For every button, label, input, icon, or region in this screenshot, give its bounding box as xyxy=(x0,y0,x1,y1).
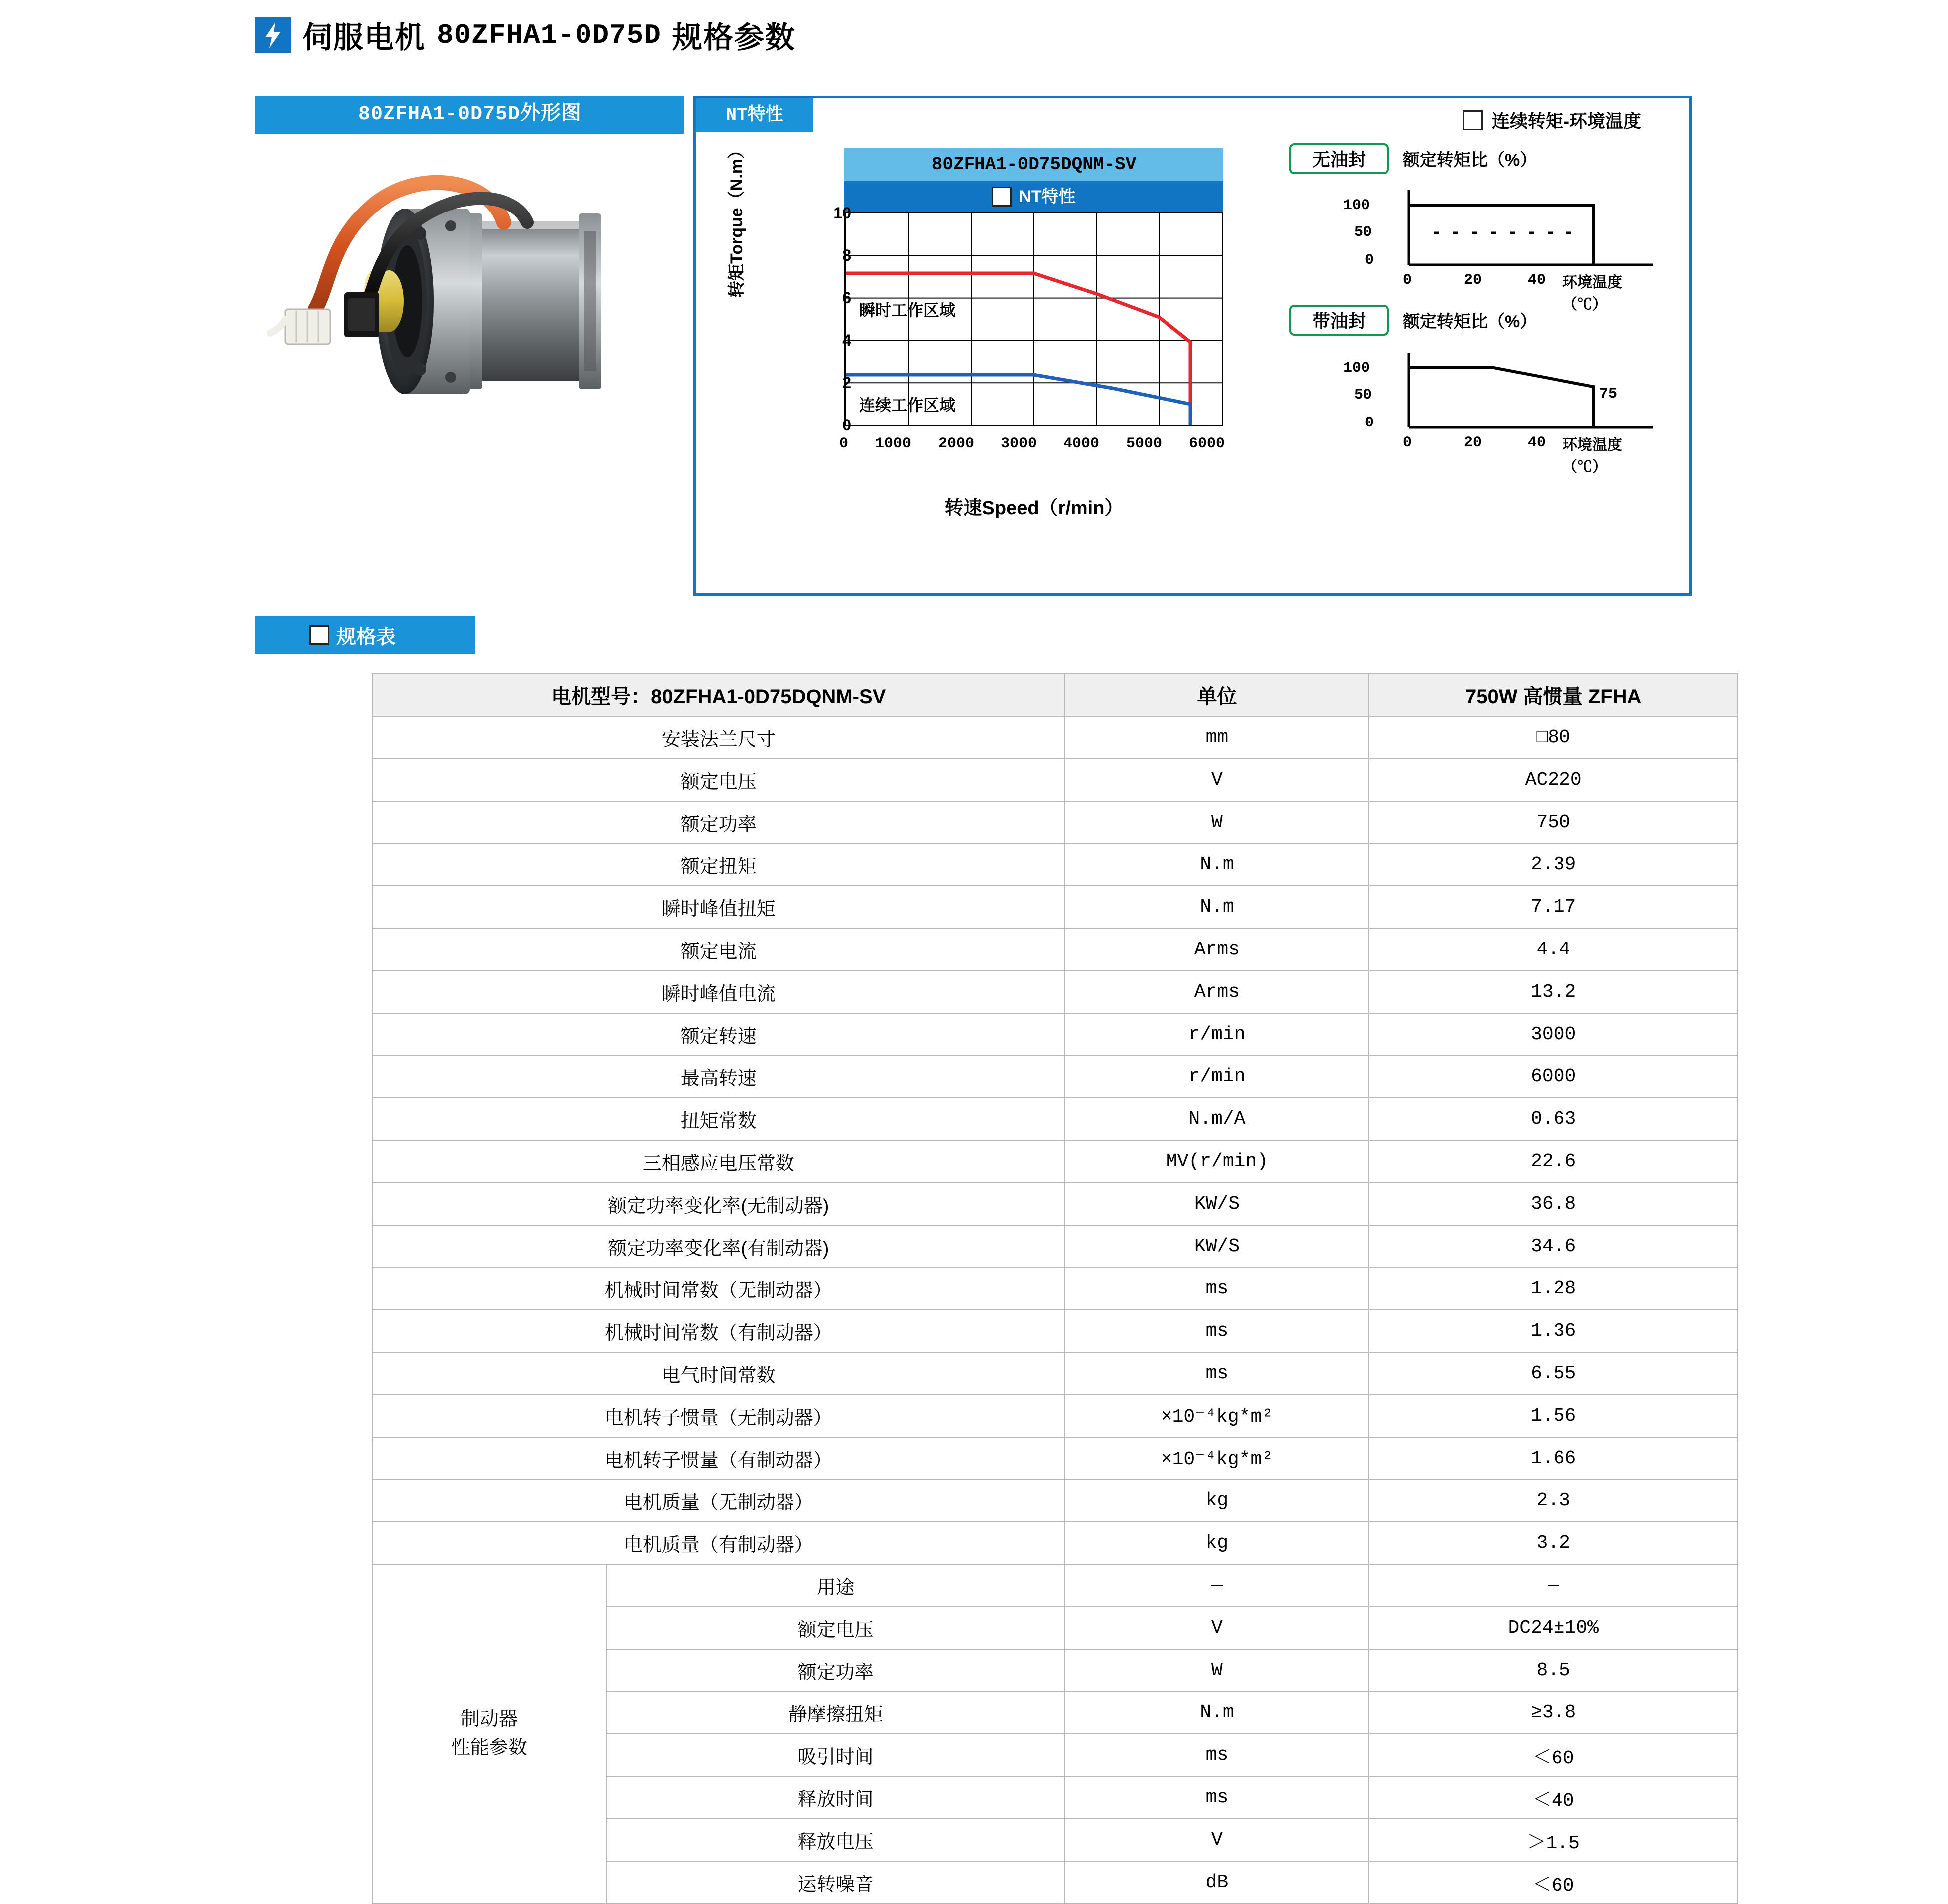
table-row xyxy=(372,844,1738,886)
row-label: 电机转子惯量（无制动器） xyxy=(372,1395,1065,1437)
row-unit: ms xyxy=(1065,1310,1369,1352)
row-label: 额定功率变化率(有制动器) xyxy=(372,1225,1065,1268)
row-value: 1.36 xyxy=(1369,1310,1738,1352)
table-row xyxy=(372,801,1738,844)
row-unit: ms xyxy=(1065,1734,1369,1776)
row-label: 瞬时峰值电流 xyxy=(372,971,1065,1013)
row-unit: V xyxy=(1065,1607,1369,1649)
nt-xtick-0: 0 xyxy=(839,435,849,452)
nt-chart xyxy=(726,142,1244,567)
with-seal-ytick-0: 0 xyxy=(1365,415,1374,431)
nt-characteristics-tab: NT特性 xyxy=(696,98,813,132)
square-marker-icon xyxy=(992,187,1012,207)
table-row xyxy=(372,1480,1738,1522)
row-label: 电机质量（无制动器） xyxy=(372,1480,1065,1522)
no-seal-ytick-0: 0 xyxy=(1365,252,1374,269)
torque-vs-temperature-charts xyxy=(1289,141,1658,560)
row-value: 22.6 xyxy=(1369,1140,1738,1183)
row-value: 0.63 xyxy=(1369,1098,1738,1140)
row-label: 释放时间 xyxy=(606,1776,1065,1819)
table-row xyxy=(372,1225,1738,1268)
outline-panel xyxy=(255,96,684,600)
row-value: ＜60 xyxy=(1369,1861,1738,1904)
row-value: ＜60 xyxy=(1369,1734,1738,1776)
nt-continuous-zone-label: 连续工作区域 xyxy=(859,396,956,414)
brake-group-label: 制动器 性能参数 xyxy=(372,1564,606,1904)
row-unit: mm xyxy=(1065,716,1369,759)
with-seal-xtick-20: 20 xyxy=(1464,434,1482,451)
header-value: 750W 高惯量 ZFHA xyxy=(1369,674,1738,716)
row-value: 2.39 xyxy=(1369,844,1738,886)
row-label: 静摩擦扭矩 xyxy=(606,1692,1065,1734)
row-unit: kg xyxy=(1065,1480,1369,1522)
row-label: 额定电压 xyxy=(606,1607,1065,1649)
row-label: 安装法兰尺寸 xyxy=(372,716,1065,759)
row-value: 6.55 xyxy=(1369,1352,1738,1395)
table-row xyxy=(372,886,1738,928)
no-seal-xtick-20: 20 xyxy=(1464,272,1482,289)
page-title-model: 80ZFHA1-0D75D xyxy=(437,19,661,51)
square-marker-icon xyxy=(1463,110,1483,130)
spec-table-tab-label: 规格表 xyxy=(336,626,396,648)
table-row xyxy=(372,1013,1738,1056)
row-value: 3.2 xyxy=(1369,1522,1738,1564)
table-row xyxy=(372,1437,1738,1480)
row-unit: W xyxy=(1065,1649,1369,1692)
row-unit: N.m xyxy=(1065,844,1369,886)
row-unit: kg xyxy=(1065,1522,1369,1564)
with-seal-ytick-50: 50 xyxy=(1354,387,1372,404)
row-label: 吸引时间 xyxy=(606,1734,1065,1776)
table-row xyxy=(372,928,1738,971)
row-unit: KW/S xyxy=(1065,1225,1369,1268)
row-unit: — xyxy=(1065,1564,1369,1607)
row-value: 750 xyxy=(1369,801,1738,844)
with-seal-ytick-100: 100 xyxy=(1343,360,1370,377)
row-value: ＜40 xyxy=(1369,1776,1738,1819)
row-label: 扭矩常数 xyxy=(372,1098,1065,1140)
no-seal-xtick-0: 0 xyxy=(1403,272,1412,289)
spec-table xyxy=(372,673,1738,1904)
with-seal-knee-value: 75 xyxy=(1599,386,1618,403)
page-title xyxy=(255,14,796,57)
nt-xtick-2000: 2000 xyxy=(938,435,974,452)
row-value: 1.56 xyxy=(1369,1395,1738,1437)
row-value: ≥3.8 xyxy=(1369,1692,1738,1734)
nt-ytick-10: 10 xyxy=(833,204,851,222)
row-value: 3000 xyxy=(1369,1013,1738,1056)
table-row xyxy=(372,1395,1738,1437)
row-unit: N.m xyxy=(1065,886,1369,928)
table-row xyxy=(372,1098,1738,1140)
row-value: ＞1.5 xyxy=(1369,1819,1738,1861)
nt-ytick-2: 2 xyxy=(842,374,851,392)
table-header-row xyxy=(372,674,1738,716)
row-label: 额定电压 xyxy=(372,759,1065,801)
row-value: 13.2 xyxy=(1369,971,1738,1013)
nt-peak-zone-label: 瞬时工作区域 xyxy=(859,301,956,319)
row-value: 1.66 xyxy=(1369,1437,1738,1480)
row-value: DC24±10% xyxy=(1369,1607,1738,1649)
nt-chart-subtitle: NT特性 xyxy=(1019,187,1076,206)
row-unit: ms xyxy=(1065,1352,1369,1395)
row-label: 用途 xyxy=(606,1564,1065,1607)
row-unit: r/min xyxy=(1065,1056,1369,1098)
row-value: 7.17 xyxy=(1369,886,1738,928)
nt-ytick-6: 6 xyxy=(842,289,851,307)
row-label: 机械时间常数（无制动器） xyxy=(372,1268,1065,1310)
row-unit: N.m xyxy=(1065,1692,1369,1734)
with-seal-ratio-label: 额定转矩比（%） xyxy=(1403,312,1537,331)
row-value: AC220 xyxy=(1369,759,1738,801)
row-label: 三相感应电压常数 xyxy=(372,1140,1065,1183)
row-unit: W xyxy=(1065,801,1369,844)
page-title-suffix: 规格参数 xyxy=(672,21,796,54)
no-seal-ytick-100: 100 xyxy=(1343,197,1370,214)
characteristics-panel xyxy=(693,96,1692,596)
square-marker-icon xyxy=(309,625,329,645)
table-row xyxy=(372,1352,1738,1395)
spec-table-tab xyxy=(255,616,475,654)
table-row xyxy=(372,1564,1738,1607)
table-row xyxy=(372,1140,1738,1183)
row-label: 额定转速 xyxy=(372,1013,1065,1056)
nt-xtick-1000: 1000 xyxy=(875,435,912,452)
with-seal-xaxis-caption: 环境温度（℃） xyxy=(1562,437,1622,475)
row-value: 2.3 xyxy=(1369,1480,1738,1522)
row-unit: V xyxy=(1065,1819,1369,1861)
row-label: 额定功率 xyxy=(372,801,1065,844)
row-unit: MV(r/min) xyxy=(1065,1140,1369,1183)
row-label: 运转噪音 xyxy=(606,1861,1065,1904)
row-label: 释放电压 xyxy=(606,1819,1065,1861)
row-label: 额定扭矩 xyxy=(372,844,1065,886)
header-model: 电机型号：80ZFHA1-0D75DQNM-SV xyxy=(372,674,1065,716)
nt-x-axis-label: 转速Speed（r/min） xyxy=(944,498,1124,519)
row-unit: ×10⁻⁴kg*m² xyxy=(1065,1437,1369,1480)
continuous-torque-tab xyxy=(1463,107,1641,133)
page-title-text: 伺服电机 xyxy=(302,21,426,54)
no-seal-badge: 无油封 xyxy=(1289,143,1389,174)
table-row xyxy=(372,1522,1738,1564)
row-unit: V xyxy=(1065,759,1369,801)
no-seal-ytick-50: 50 xyxy=(1354,224,1372,241)
table-row xyxy=(372,1268,1738,1310)
nt-xtick-3000: 3000 xyxy=(1001,435,1037,452)
continuous-torque-tab-label: 连续转矩-环境温度 xyxy=(1492,111,1641,131)
row-value: □80 xyxy=(1369,716,1738,759)
row-label: 瞬时峰值扭矩 xyxy=(372,886,1065,928)
row-unit: N.m/A xyxy=(1065,1098,1369,1140)
row-unit: dB xyxy=(1065,1861,1369,1904)
row-label: 额定功率变化率(无制动器) xyxy=(372,1183,1065,1225)
nt-chart-subtitle-row xyxy=(844,181,1223,212)
nt-ytick-8: 8 xyxy=(842,246,851,264)
row-unit: Arms xyxy=(1065,928,1369,971)
nt-chart-title: 80ZFHA1-0D75DQNM-SV xyxy=(844,148,1223,181)
nt-ytick-0: 0 xyxy=(842,416,851,434)
table-row xyxy=(372,1183,1738,1225)
outline-banner: 80ZFHA1-0D75D外形图 xyxy=(255,96,684,134)
table-row xyxy=(372,716,1738,759)
no-seal-ratio-label: 额定转矩比（%） xyxy=(1403,151,1537,170)
table-row xyxy=(372,1056,1738,1098)
nt-ytick-4: 4 xyxy=(842,331,851,349)
row-unit: KW/S xyxy=(1065,1183,1369,1225)
row-label: 额定功率 xyxy=(606,1649,1065,1692)
row-unit: ×10⁻⁴kg*m² xyxy=(1065,1395,1369,1437)
row-value: 8.5 xyxy=(1369,1649,1738,1692)
table-row xyxy=(372,759,1738,801)
with-seal-badge: 带油封 xyxy=(1289,305,1389,336)
servo-motor-photo xyxy=(255,134,684,573)
row-value: 34.6 xyxy=(1369,1225,1738,1268)
row-unit: r/min xyxy=(1065,1013,1369,1056)
header-unit: 单位 xyxy=(1065,674,1369,716)
no-seal-xtick-40: 40 xyxy=(1528,272,1546,289)
row-unit: ms xyxy=(1065,1268,1369,1310)
row-label: 电机质量（有制动器） xyxy=(372,1522,1065,1564)
row-value: 6000 xyxy=(1369,1056,1738,1098)
nt-xtick-5000: 5000 xyxy=(1126,435,1163,452)
row-unit: ms xyxy=(1065,1776,1369,1819)
row-label: 最高转速 xyxy=(372,1056,1065,1098)
row-label: 机械时间常数（有制动器） xyxy=(372,1310,1065,1352)
row-value: — xyxy=(1369,1564,1738,1607)
row-label: 电机转子惯量（有制动器） xyxy=(372,1437,1065,1480)
with-seal-xtick-0: 0 xyxy=(1403,434,1412,451)
table-row xyxy=(372,971,1738,1013)
row-value: 4.4 xyxy=(1369,928,1738,971)
row-value: 1.28 xyxy=(1369,1268,1738,1310)
table-row xyxy=(372,1310,1738,1352)
row-label: 电气时间常数 xyxy=(372,1352,1065,1395)
nt-xtick-4000: 4000 xyxy=(1063,435,1100,452)
row-value: 36.8 xyxy=(1369,1183,1738,1225)
nt-y-axis-label: 转矩Torque（N.m） xyxy=(727,142,746,298)
lightning-square-icon xyxy=(255,17,291,53)
no-seal-xaxis-caption: 环境温度（℃） xyxy=(1562,274,1622,313)
nt-xtick-6000: 6000 xyxy=(1189,435,1225,452)
row-unit: Arms xyxy=(1065,971,1369,1013)
with-seal-xtick-40: 40 xyxy=(1528,434,1546,451)
row-label: 额定电流 xyxy=(372,928,1065,971)
